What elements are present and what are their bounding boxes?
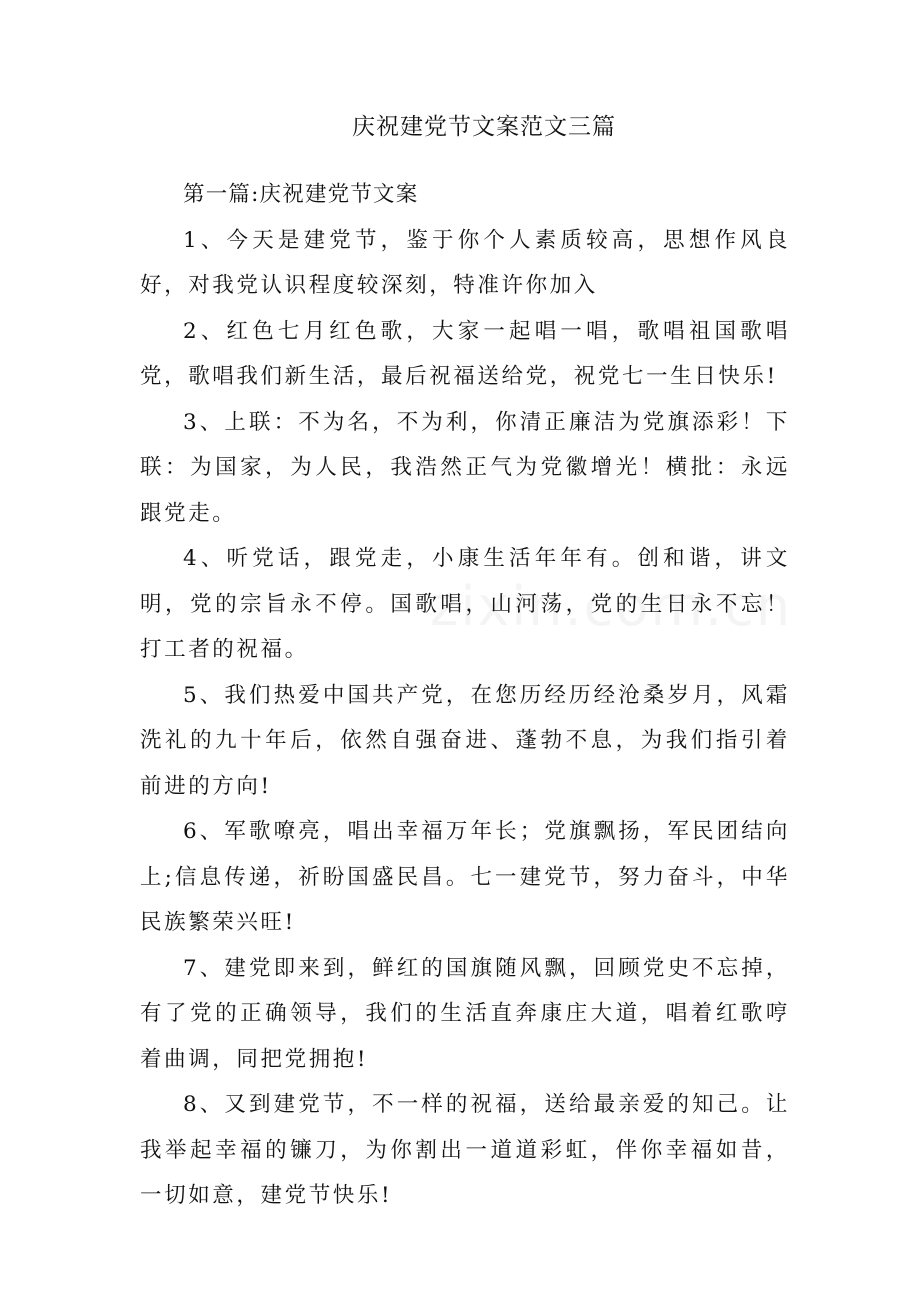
paragraph-8: 8、又到建党节，不一样的祝福，送给最亲爱的知己。让我举起幸福的镰刀，为你割出一道道彩虹，伴你幸福如昔，一切如意，建党节快乐! — [140, 1092, 790, 1208]
paragraph-6: 6、军歌嘹亮，唱出幸福万年长；党旗飘扬，军民团结向上;信息传递，祈盼国盛民昌。七一建党节，努力奋斗，中华民族繁荣兴旺! — [140, 819, 790, 935]
paragraph-4: 4、听党话，跟党走，小康生活年年有。创和谐，讲文明，党的宗旨永不停。国歌唱，山河荡，党的生日永不忘！打工者的祝福。 — [140, 546, 790, 662]
paragraph-1: 1、今天是建党节，鉴于你个人素质较高，思想作风良好，对我党认识程度较深刻，特准许你加入 — [140, 227, 790, 298]
paragraph-7: 7、建党即来到，鲜红的国旗随风飘，回顾党史不忘掉，有了党的正确领导，我们的生活直奔康庄大道，唱着红歌哼着曲调，同把党拥抱! — [140, 955, 790, 1072]
document-body — [140, 172, 790, 1219]
page-title: 庆祝建党节文案范文三篇 — [352, 114, 616, 140]
paragraph-3: 3、上联：不为名，不为利，你清正廉洁为党旗添彩！下联：为国家，为人民，我浩然正气为党徽增光！横批：永远跟党走。 — [140, 409, 790, 526]
paragraph-5: 5、我们热爱中国共产党，在您历经历经沧桑岁月，风霜洗礼的九十年后，依然自强奋进、蓬勃不息，为我们指引着前进的方向! — [140, 682, 790, 799]
section-heading: 第一篇:庆祝建党节文案 — [183, 182, 419, 207]
paragraph-2: 2、红色七月红色歌，大家一起唱一唱，歌唱祖国歌唱党，歌唱我们新生活，最后祝福送给党，祝党七一生日快乐! — [140, 318, 790, 389]
